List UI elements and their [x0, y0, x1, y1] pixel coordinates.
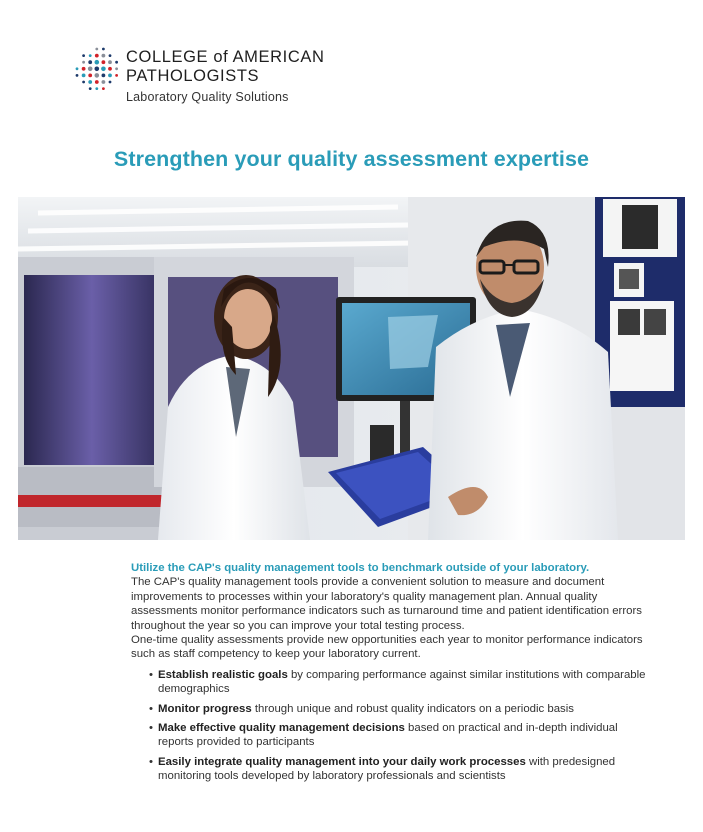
logo-dot [102, 74, 106, 78]
logo-dot [108, 67, 112, 71]
lab-photo-illustration [18, 197, 685, 540]
logo-dot [88, 67, 93, 72]
logo-dot [76, 74, 79, 77]
logo-dot [88, 74, 92, 78]
logo-dot [95, 73, 100, 78]
logo-dot [95, 48, 98, 51]
logo-dot [95, 54, 99, 58]
logo-dot [82, 61, 85, 64]
logo-dot [109, 81, 112, 84]
logo-dot [115, 67, 118, 70]
bullet-bold: Make effective quality management decisions [158, 722, 405, 735]
cap-dot-logo-icon [74, 46, 120, 92]
bullet-text: through unique and robust quality indicators on a periodic basis [251, 702, 574, 715]
intro-paragraph [131, 561, 651, 662]
logo-dot [115, 61, 118, 64]
logo-line-college: COLLEGE of AMERICAN [126, 48, 325, 66]
logo-tagline: Laboratory Quality Solutions [126, 90, 289, 104]
logo-dot [101, 67, 106, 72]
logo-dot [95, 87, 98, 90]
page-headline: Strengthen your quality assessment expertise [113, 147, 590, 171]
bullet-text: by comparing performance against similar institutions with comparable demographics [158, 668, 646, 696]
logo-dot [102, 48, 105, 51]
body-copy [131, 561, 651, 789]
logo-dot [95, 80, 99, 84]
paragraph-one-time: One-time quality assessments provide new opportunities each year to monitor performance indicators such as staff competency to keep your laboratory current. [131, 634, 643, 661]
lead-sentence: Utilize the CAP's quality management tools to benchmark outside of your laboratory [131, 562, 587, 574]
list-item [149, 702, 651, 716]
logo-dot [82, 81, 85, 84]
logo-dot [102, 60, 106, 64]
logo-dot [76, 67, 79, 70]
benefit-list [131, 668, 651, 784]
paragraph-annual: The CAP's quality management tools provide a convenient solution to measure and document improvements to processes within your laboratory's quality management plan. Annual quality assessments monitor performance indicators such as turnaround time and patient identification errors throughout the year so you can improve your total testing process. [131, 576, 642, 632]
list-item [149, 668, 651, 697]
logo-dot [88, 80, 92, 84]
logo-dot [88, 60, 92, 64]
logo-dot [95, 67, 100, 72]
lab-photo [18, 197, 685, 540]
logo-dot [108, 74, 112, 78]
logo-line-pathologists: PATHOLOGISTS [126, 67, 260, 85]
logo-dot [95, 60, 100, 65]
logo-dot [89, 87, 92, 90]
logo-dot [82, 54, 85, 57]
logo-dot [102, 80, 106, 84]
list-item [149, 755, 651, 784]
logo-dot [102, 87, 105, 90]
logo-dot [102, 54, 106, 58]
logo-wordmark [126, 48, 324, 104]
lead-period: . [586, 562, 590, 574]
list-item [149, 721, 651, 750]
logo-dot [82, 67, 86, 71]
bullet-bold: Monitor progress [158, 702, 252, 715]
bullet-bold: Easily integrate quality management into your daily work processes [158, 755, 526, 768]
logo-dot [89, 54, 92, 57]
logo-dot [108, 60, 112, 64]
logo-dot [115, 74, 118, 77]
bullet-bold: Establish realistic goals [158, 668, 288, 681]
logo-dot [82, 74, 86, 78]
bullet-text: with predesigned monitoring tools developed by laboratory professionals and scientists [158, 755, 616, 783]
logo-dot [109, 54, 112, 57]
cap-logo [74, 44, 334, 104]
bullet-text: based on practical and in-depth individual reports provided to participants [158, 722, 618, 749]
